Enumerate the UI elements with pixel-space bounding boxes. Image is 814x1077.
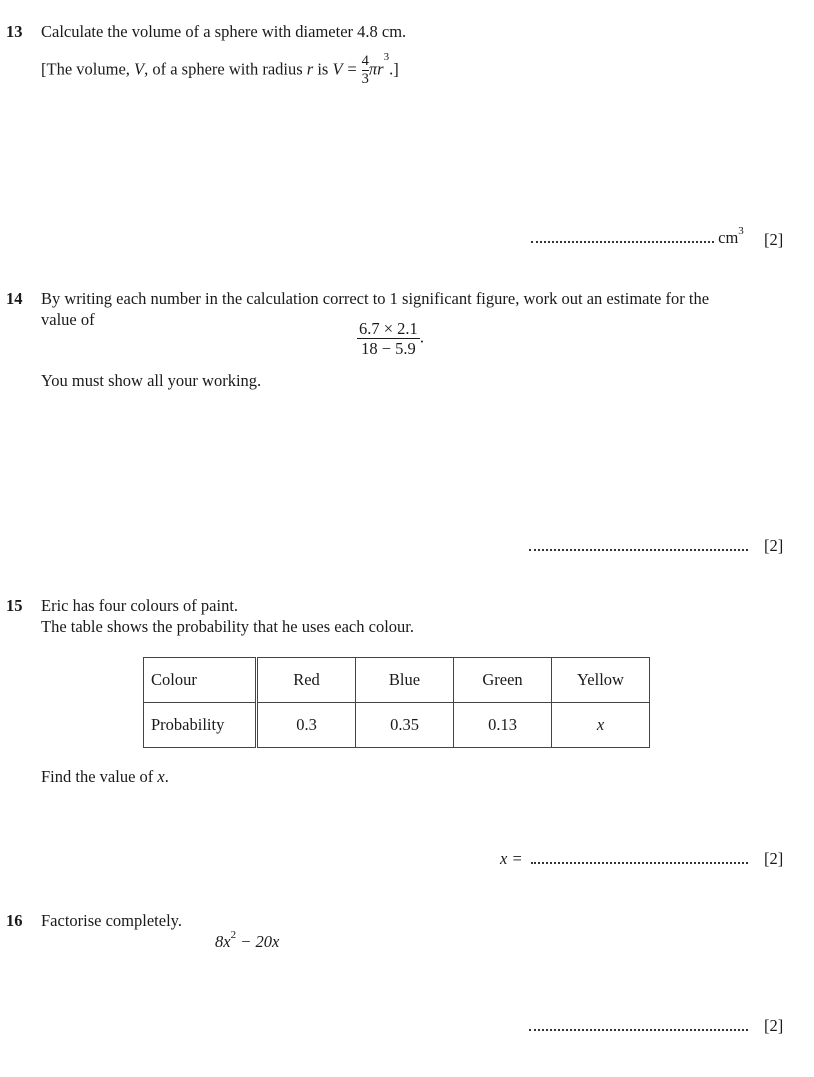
q14-number: 14 — [6, 289, 23, 308]
q15-find-var: x — [157, 767, 165, 786]
q13-fraction — [362, 54, 369, 87]
q13-answer-dots[interactable] — [531, 240, 714, 243]
q13-marks: [2] — [764, 230, 784, 249]
q13-answer-unit: cm — [718, 228, 739, 247]
q16-text: Factorise completely. — [41, 911, 182, 930]
q13-formula-end: .] — [389, 59, 399, 79]
table-cell-prob-yellow: x — [552, 703, 650, 748]
q14-text-line2: value of — [41, 310, 95, 329]
q16-expression-coef: 8x — [215, 932, 231, 951]
q15-number: 15 — [6, 596, 23, 615]
table-cell-prob-red: 0.3 — [257, 703, 356, 748]
q16-expression — [215, 929, 280, 952]
table-cell-red: Red — [257, 658, 356, 703]
q13-formula-var-r: r — [306, 59, 314, 79]
q13-formula-v-eq: V = — [332, 59, 358, 79]
q14-fraction-denominator: 18 − 5.9 — [361, 339, 416, 359]
q14-answer-line — [529, 536, 748, 556]
q15-find-end: . — [164, 767, 169, 786]
q13-number: 13 — [6, 22, 23, 41]
q14-instruction: You must show all your working. — [41, 371, 262, 390]
q13-formula-is: is — [313, 59, 333, 79]
q14-fraction-numerator: 6.7 × 2.1 — [359, 319, 418, 338]
q13-formula-mid: , of a sphere with radius — [144, 59, 307, 79]
table-header-colour: Colour — [144, 658, 257, 703]
table-header-probability: Probability — [144, 703, 257, 748]
q13-formula — [41, 51, 399, 88]
q14-answer-dots[interactable] — [529, 548, 748, 551]
q14-fraction — [357, 320, 420, 358]
q16-number: 16 — [6, 911, 23, 930]
q13-formula-prefix: [The volume, — [41, 59, 135, 79]
q14-marks: [2] — [764, 536, 784, 555]
q15-answer-label: x = — [500, 849, 523, 868]
q15-answer-line — [531, 849, 748, 869]
table-row-colour — [144, 658, 650, 703]
table-cell-green: Green — [454, 658, 552, 703]
q15-marks: [2] — [764, 849, 784, 868]
q15-find-label: Find the value of — [41, 767, 158, 786]
q16-expression-exponent: 2 — [230, 929, 237, 941]
q13-formula-tail: πr — [368, 59, 384, 79]
q16-expression-rest: − 20x — [236, 932, 280, 951]
q13-formula-exponent: 3 — [383, 51, 390, 63]
q16-answer-dots[interactable] — [529, 1028, 748, 1031]
table-cell-blue: Blue — [356, 658, 454, 703]
q15-answer-dots[interactable] — [531, 861, 748, 864]
q13-answer-unit-exponent: 3 — [738, 225, 744, 237]
q15-find-text — [41, 767, 169, 787]
q14-expression — [357, 320, 424, 358]
q13-formula-var-v: V — [134, 59, 145, 79]
q13-answer-line — [531, 225, 744, 248]
q13-fraction-numerator: 4 — [361, 53, 369, 69]
q13-text: Calculate the volume of a sphere with diameter 4.8 cm. — [41, 22, 407, 41]
q14-text-line1: By writing each number in the calculation correct to 1 significant figure, work out an estimate for the — [41, 289, 710, 308]
q14-expression-end: . — [419, 327, 424, 347]
q13-fraction-denominator: 3 — [361, 71, 369, 88]
table-row-probability — [144, 703, 650, 748]
q16-marks: [2] — [764, 1016, 784, 1035]
table-cell-prob-blue: 0.35 — [356, 703, 454, 748]
table-cell-prob-green: 0.13 — [454, 703, 552, 748]
probability-table — [143, 657, 650, 748]
q16-answer-line — [529, 1016, 748, 1036]
q15-text-line1: Eric has four colours of paint. — [41, 596, 239, 615]
q15-text-line2: The table shows the probability that he uses each colour. — [41, 617, 414, 636]
table-cell-yellow: Yellow — [552, 658, 650, 703]
